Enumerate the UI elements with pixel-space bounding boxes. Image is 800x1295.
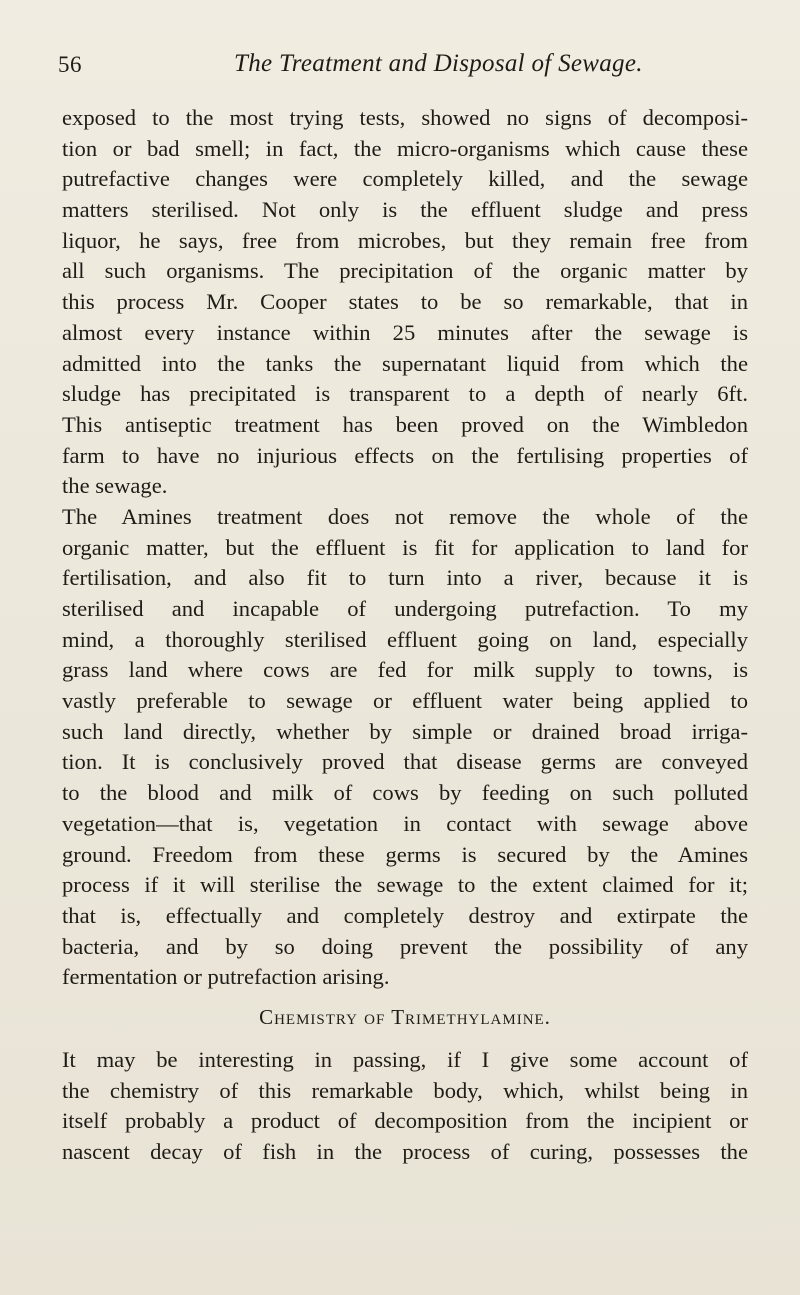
text-line: ground. Freedom from these germs is secured by the Amines bbox=[62, 841, 748, 867]
text-line: vegetation—that is, vegetation in contact with sewage above bbox=[62, 810, 748, 836]
text-line: that is, effectually and completely destroy and extirpate the bbox=[62, 902, 748, 928]
text-line: nascent decay of fish in the process of curing, possesses the bbox=[62, 1139, 748, 1164]
text-line: vastly preferable to sewage or effluent water being applied to bbox=[62, 688, 748, 714]
text-line: It may be interesting in passing, if I give some account of bbox=[62, 1046, 748, 1072]
text-line: bacteria, and by so doing prevent the possibility of any bbox=[62, 933, 748, 959]
text-line: liquor, he says, free from microbes, but they remain free from bbox=[62, 227, 748, 253]
body-text bbox=[62, 103, 748, 1168]
text-line: fertilisation, and also fit to turn into a river, because it is bbox=[62, 565, 748, 591]
text-line: grass land where cows are fed for milk supply to towns, is bbox=[62, 657, 748, 683]
text-line: the sewage. bbox=[62, 473, 168, 499]
text-line: tion. It is conclusively proved that disease germs are conveyed bbox=[62, 749, 748, 775]
text-line: almost every instance within 25 minutes after the sewage is bbox=[62, 319, 748, 345]
text-line: admitted into the tanks the supernatant liquid from which the bbox=[62, 350, 748, 376]
paragraph-3 bbox=[62, 1045, 748, 1168]
section-heading: Chemistry of Trimethylamine. bbox=[259, 1004, 551, 1029]
text-line: such land directly, whether by simple or drained broad irriga- bbox=[62, 718, 748, 744]
text-line: fermentation or putrefaction arising. bbox=[62, 964, 390, 990]
running-title: The Treatment and Disposal of Sewage. bbox=[234, 50, 643, 77]
text-line: The Amines treatment does not remove the whole of the bbox=[62, 503, 748, 529]
text-line: organic matter, but the effluent is fit for application to land for bbox=[62, 534, 748, 560]
text-line: all such organisms. The precipitation of the organic matter by bbox=[62, 258, 748, 284]
text-line: itself probably a product of decomposition from the incipient or bbox=[62, 1108, 748, 1134]
page-number: 56 bbox=[58, 52, 82, 77]
text-line: matters sterilised. Not only is the effluent sludge and press bbox=[62, 197, 748, 223]
text-line: mind, a thoroughly sterilised effluent going on land, especially bbox=[62, 626, 748, 652]
text-line: sludge has precipitated is transparent to a depth of nearly 6ft. bbox=[62, 381, 748, 407]
text-line: This antiseptic treatment has been proved on the Wimbledon bbox=[62, 411, 748, 437]
paragraph-1 bbox=[62, 103, 748, 502]
text-line: farm to have no injurious effects on the fertılising properties of bbox=[62, 442, 748, 468]
text-line: exposed to the most trying tests, showed no signs of decomposi- bbox=[62, 105, 748, 130]
text-line: putrefactive changes were completely killed, and the sewage bbox=[62, 166, 748, 192]
paragraph-2 bbox=[62, 502, 748, 993]
text-line: to the blood and milk of cows by feeding on such polluted bbox=[62, 780, 748, 806]
text-line: the chemistry of this remarkable body, which, whilst being in bbox=[62, 1077, 748, 1103]
text-line: process if it will sterilise the sewage to the extent claimed for it; bbox=[62, 872, 748, 898]
text-line: sterilised and incapable of undergoing putrefaction. To my bbox=[62, 596, 748, 621]
text-line: tion or bad smell; in fact, the micro-organisms which cause these bbox=[62, 135, 748, 161]
text-line: this process Mr. Cooper states to be so remarkable, that in bbox=[62, 289, 748, 315]
page-header bbox=[58, 52, 758, 88]
